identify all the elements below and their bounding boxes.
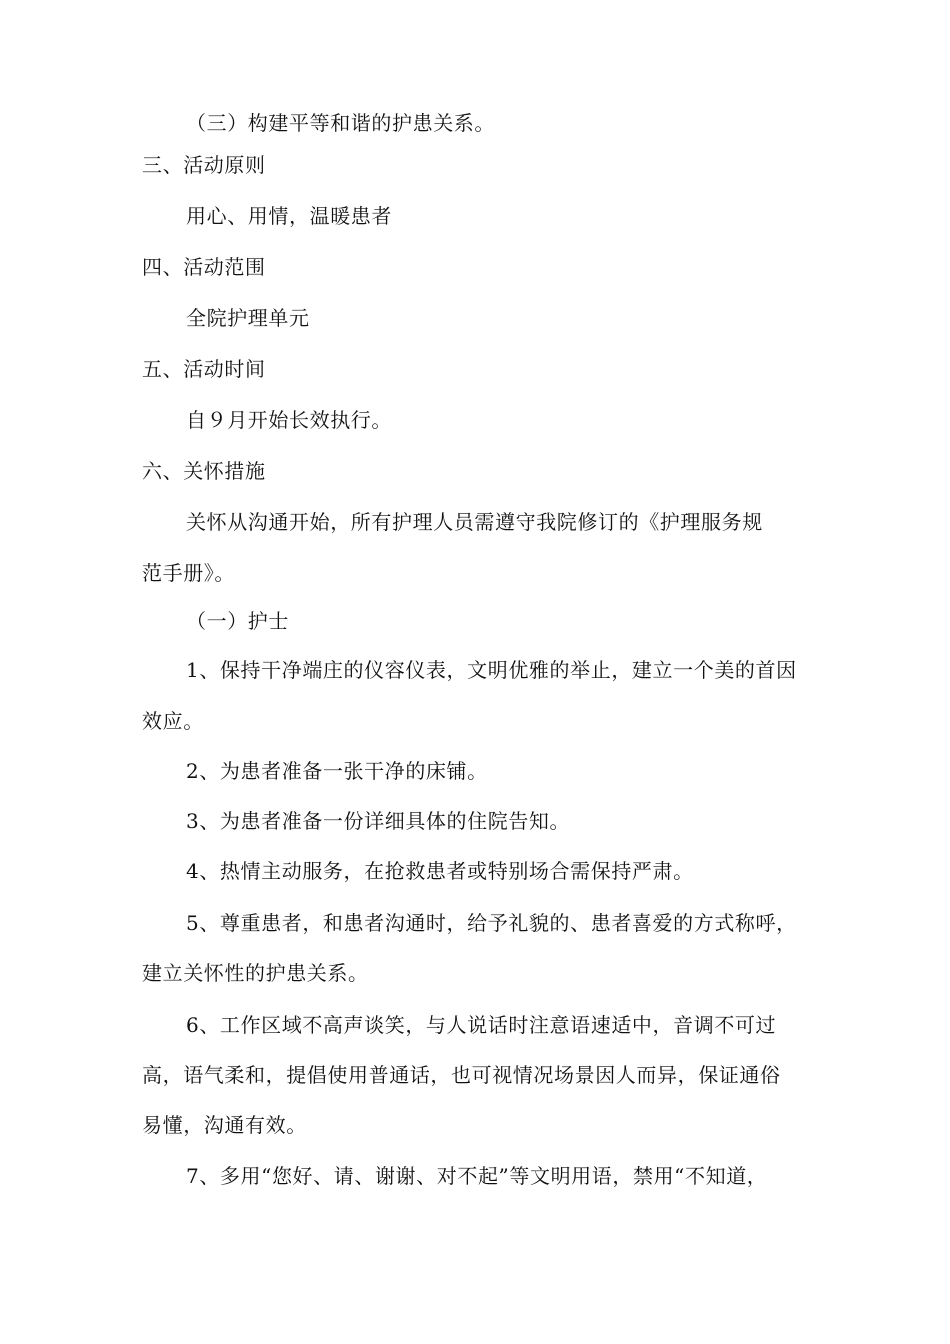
section-heading-scope: 四、活动范围 [142, 255, 266, 279]
section-heading-time: 五、活动时间 [142, 357, 266, 381]
item-1-line-2: 效应。 [142, 709, 204, 733]
subsection-nurses: （一）护士 [186, 609, 289, 633]
scope-text: 全院护理单元 [186, 306, 310, 330]
section-heading-principles: 三、活动原则 [142, 153, 266, 177]
section-heading-measures: 六、关怀措施 [142, 459, 266, 483]
subsection-goal-3: （三）构建平等和谐的护患关系。 [186, 111, 495, 135]
item-4: 4、热情主动服务，在抢救患者或特别场合需保持严肃。 [186, 859, 694, 883]
principles-text: 用心、用情，温暖患者 [186, 204, 392, 228]
item-7-line-1: 7、多用“您好、请、谢谢、对不起”等文明用语，禁用“不知道， [186, 1164, 768, 1188]
item-5-line-1: 5、尊重患者，和患者沟通时，给予礼貌的、患者喜爱的方式称呼， [186, 911, 797, 935]
time-text: 自９月开始长效执行。 [186, 408, 392, 432]
item-5-line-2: 建立关怀性的护患关系。 [142, 961, 369, 985]
item-3: 3、为患者准备一份详细具体的住院告知。 [186, 809, 571, 833]
item-2: 2、为患者准备一张干净的床铺。 [186, 759, 488, 783]
measures-intro-line-2: 范手册》。 [142, 561, 235, 585]
item-6-line-2: 高，语气柔和，提倡使用普通话，也可视情况场景因人而异，保证通俗 [142, 1063, 781, 1087]
measures-intro-line-1: 关怀从沟通开始，所有护理人员需遵守我院修订的《护理服务规 [186, 510, 763, 534]
item-6-line-3: 易懂，沟通有效。 [142, 1113, 307, 1137]
item-1-line-1: 1、保持干净端庄的仪容仪表，文明优雅的举止，建立一个美的首因 [186, 658, 797, 682]
item-6-line-1: 6、工作区域不高声谈笑，与人说话时注意语速适中，音调不可过 [186, 1013, 777, 1037]
